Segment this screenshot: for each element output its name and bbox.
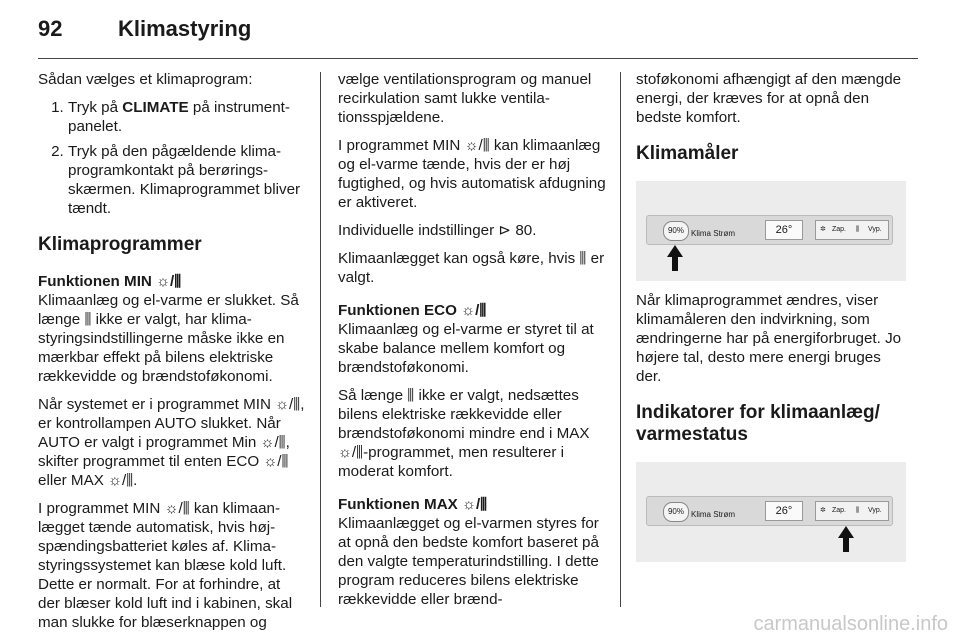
vyp-label: Vyp. <box>868 226 882 233</box>
gauge-percent-badge: 90% <box>663 221 689 241</box>
gear-icon: ✲ <box>820 226 826 233</box>
page-header <box>0 0 960 56</box>
gauge-paragraph: Når klimaprogrammet ændres, viser klimamåleren den indvirkning, som ændringerne har på energiforbruget. Jo højere tal, desto mere energi bruges der. <box>636 292 902 385</box>
settings-box-2 <box>815 501 889 521</box>
column-3 <box>636 70 904 572</box>
steps-list <box>38 98 306 218</box>
min-paragraph-3: I programmet MIN ☼/⫼ kan klimaanlægget tænde automatisk, hvis højspændingsbatteriet køles af. Klimastyringssystemet kan blæse kold luft. Dette er normalt. For at forhindre, at der blæser kold luft ind i kabinen, skal man slukke for blæserknappen og <box>38 500 293 631</box>
climate-bar-2 <box>646 496 893 526</box>
step-1-text-a: Tryk på <box>68 99 123 116</box>
heading-eco: Funktionen ECO ☼/⫼ <box>338 302 487 319</box>
min-paragraph-1: Klimaanlæg og el-varme er slukket. Så længe ⫼ ikke er valgt, har klimastyringsindstillingerne måske ikke en mærkbar effekt på bilens elektriske rækkevidde og brændstoføkonomi. <box>38 292 299 385</box>
col2-paragraph-1: vælge ventilationsprogram og manuel recirkulation samt lukke ventilationsspjældene. <box>338 71 592 126</box>
step-2: 2. Tryk på den pågældende klimaprogramkontakt på berøringsskærmen. Klimaprogrammet bliver tændt. <box>68 142 306 218</box>
heading-max: Funktionen MAX ☼/⫼ <box>338 496 488 513</box>
up-arrow-icon <box>838 526 854 538</box>
gauge-percent-badge-2: 90% <box>663 502 689 522</box>
min-paragraph-2: Når systemet er i programmet MIN ☼/⫼, er kontrollampen AUTO slukket. Når AUTO er valgt i programmet Min ☼/⫼, skifter programmet til enten ECO ☼/⫼ eller MAX ☼/⫼. <box>38 396 305 489</box>
intro-text: Sådan vælges et klimaprogram: <box>38 71 253 88</box>
step-1-text-c: på instrumentpanelet. <box>68 99 290 135</box>
header-rule <box>38 58 918 59</box>
column-2 <box>338 70 606 618</box>
arrow-stem <box>672 257 678 271</box>
watermark: carmanualsonline.info <box>753 613 948 635</box>
gear-icon: ✲ <box>820 507 826 514</box>
column-divider-1 <box>320 72 321 607</box>
heading-gauge: Klimamåler <box>636 143 739 164</box>
col3-paragraph-1: stoføkonomi afhængigt af den mængde energi, der kræves for at opnå den bedste komfort. <box>636 71 902 126</box>
arrow-stem-2 <box>843 538 849 552</box>
indicator-illustration <box>636 462 906 562</box>
col2-paragraph-4: Klimaanlægget kan også køre, hvis ⫼ er valgt. <box>338 250 605 286</box>
heater-icon: ⫼ <box>856 507 860 514</box>
page-number: 92 <box>38 16 63 41</box>
eco-paragraph-2: Så længe ⫼ ikke er valgt, nedsættes bilens elektriske rækkevidde eller brændstoføkonomi mindre end i MAX ☼/⫼-programmet, men resulterer i moderat komfort. <box>338 387 590 480</box>
step-1-climate: CLIMATE <box>122 99 189 116</box>
max-paragraph: Klimaanlægget og el-varmen styres for at opnå den bedste komfort baseret på den valgte temperaturindstilling. I dette program reduceres bilens elektriske rækkevidde eller brænd- <box>338 515 599 608</box>
settings-box <box>815 220 889 240</box>
gauge-illustration <box>636 181 906 281</box>
page-title: Klimastyring <box>118 16 252 41</box>
gauge-label: Klima Strøm <box>691 229 735 238</box>
zap-label-2: Zap. <box>832 507 847 514</box>
zap-label: Zap. <box>832 226 847 233</box>
col2-paragraph-3: Individuelle indstillinger ⊳ 80. <box>338 222 537 239</box>
heater-icon: ⫼ <box>856 226 860 233</box>
step-1 <box>68 98 306 136</box>
up-arrow-icon <box>667 245 683 257</box>
eco-paragraph-1: Klimaanlæg og el-varme er styret til at skabe balance mellem komfort og brændstoføkonomi. <box>338 321 594 376</box>
heading-min: Funktionen MIN ☼/⫼ <box>38 273 182 290</box>
column-1 <box>38 70 306 641</box>
temp-display: 26° <box>765 220 803 240</box>
column-divider-2 <box>620 72 621 607</box>
vyp-label-2: Vyp. <box>868 507 882 514</box>
gauge-label-2: Klima Strøm <box>691 510 735 519</box>
heading-programmes: Klimaprogrammer <box>38 234 202 255</box>
heading-indicators: Indikatorer for klimaanlæg/ varmestatus <box>636 402 880 445</box>
temp-display-2: 26° <box>765 501 803 521</box>
climate-bar <box>646 215 893 245</box>
col2-paragraph-2: I programmet MIN ☼/⫼ kan klimaanlæg og el-varme tænde, hvis der er høj fugtighed, og hvis automatisk afdugning er aktiveret. <box>338 137 606 211</box>
